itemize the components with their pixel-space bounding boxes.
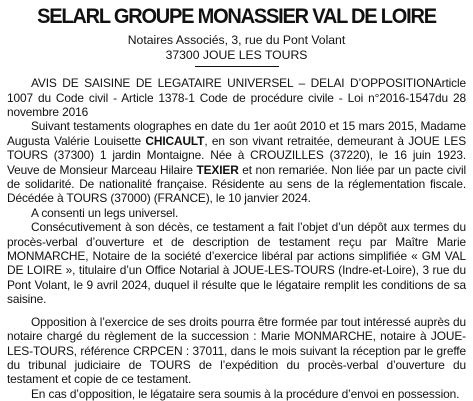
testament-text-c: et non remariée. Non liée par un pacte civil de solidarité. De nationalité française. Résidente au sens de la réglementation fiscale. Décédée à TOURS (37000) (FRANCE), le 10 janvier 2024. (7, 162, 466, 206)
testament-text-b: , en son vivant retraitée, demeurant à JOUE LES TOURS (37300) 1 jardin Montaigne. Née à CROUZILLES (37220), le 16 juin 1923. Veuve de Monsieur Marceau Hilaire (7, 133, 467, 177)
notice-title: SELARL GROUPE MONASSIER VAL DE LOIRE (37, 4, 436, 28)
notary-address-line-2: 37300 JOUE LES TOURS (165, 47, 308, 62)
title-divider (195, 66, 279, 67)
testament-text-a: Suivant testaments olographes en date du 1er août 2010 et 15 mars 2015, Madame Augusta Valérie Louisette (7, 119, 466, 148)
notary-address-line-1: Notaires Associés, 3, rue du Pont Volant (127, 33, 346, 47)
opposition-paragraph: Opposition à l’exercice de ses droits pourra être formée par tout intéressé auprès du notaire chargé du règlement de la succession : Marie MONMARCHE, notaire à JOUE-LES-TOURS, référence CRPCEN : 37011, dans le mois suivant la réception par le greffe du tribunal judiciaire de TOURS de l’expédition du procès-verbal d’ouverture du testament et copie de ce testament. (7, 314, 466, 387)
notice-body (7, 76, 466, 401)
spouse-surname: TEXIER (196, 162, 239, 177)
legacy-paragraph: A consenti un legs universel. (31, 205, 179, 220)
testament-paragraph (7, 119, 466, 205)
possession-paragraph: En cas d’opposition, le légataire sera soumis à la procédure d’envoi en possession. (31, 386, 460, 401)
notice-heading-paragraph: AVIS DE SAISINE DE LEGATAIRE UNIVERSEL – DELAI D’OPPOSITIONArticle 1007 du Code civil - Article 1378-1 Code de procédure civile - Loi n°2016-1547du 28 novembre 2016 (7, 76, 466, 119)
deposit-paragraph: Consécutivement à son décès, ce testament a fait l’objet d’un dépôt aux termes du procès-verbal d’ouverture et de description de testament reçu par Maître Marie MONMARCHE, Notaire de la société d’exercice libéral par actions simplifiée « GM VAL DE LOIRE », titulaire d’un Office Notarial à JOUE-LES-TOURS (Indre-et-Loire), 3 rue du Pont Volant, le 9 avril 2024, duquel il résulte que le légataire remplit les conditions de sa saisine. (7, 220, 466, 307)
deceased-surname: CHICAULT (145, 133, 205, 148)
